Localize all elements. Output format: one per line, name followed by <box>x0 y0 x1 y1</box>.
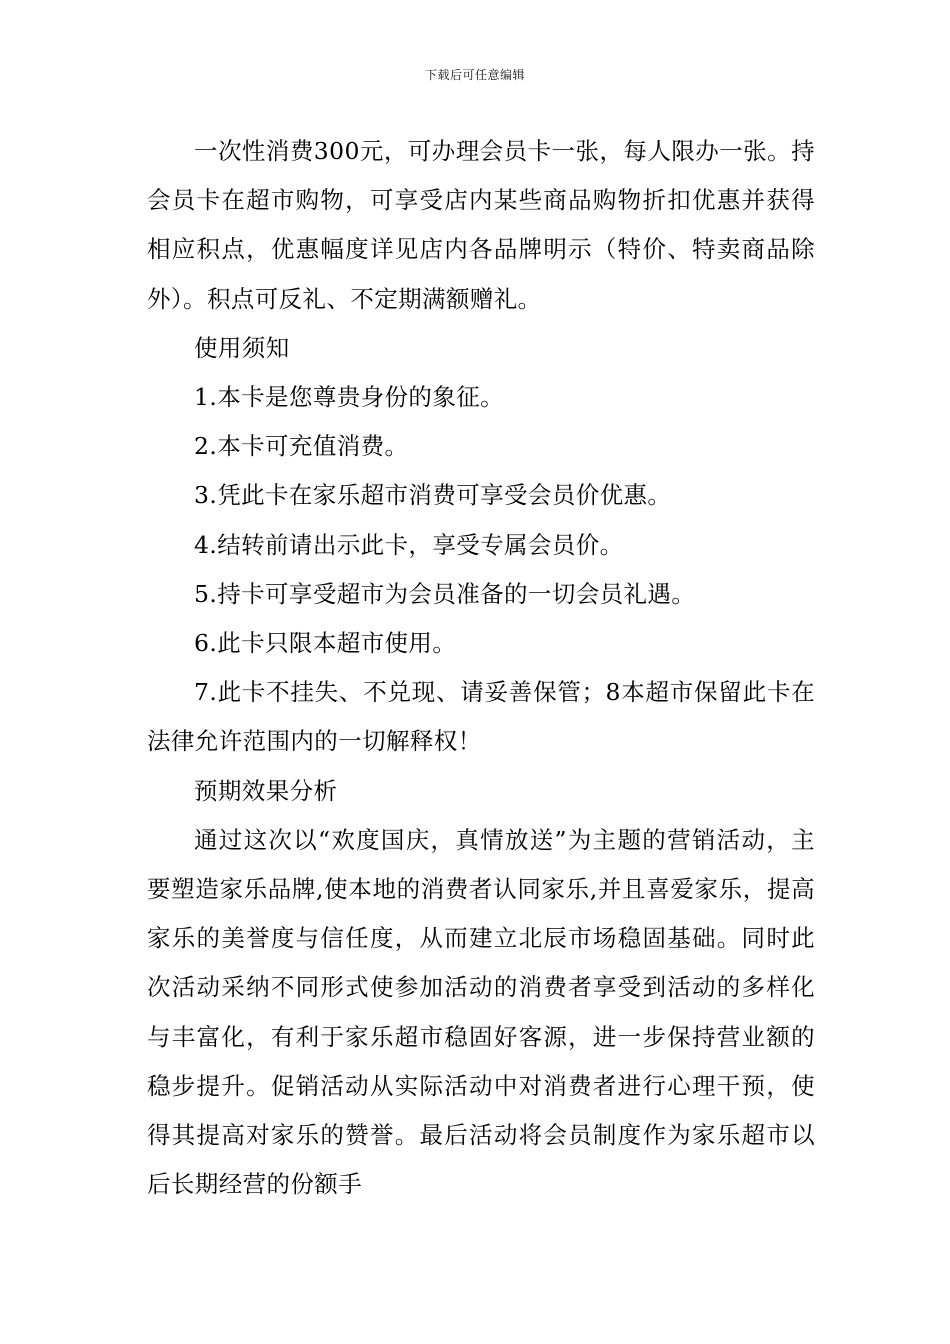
list-item: 7.此卡不挂失、不兑现、请妥善保管；8本超市保留此卡在法律允许范围内的一切解释权！ <box>147 678 815 756</box>
list-item: 5.持卡可享受超市为会员准备的一切会员礼遇。 <box>194 579 696 608</box>
list-item: 6.此卡只限本超市使用。 <box>194 629 457 658</box>
list-item: 4.结转前请出示此卡，享受专属会员价。 <box>194 530 624 559</box>
list-item: 1.本卡是您尊贵身份的象征。 <box>194 383 505 412</box>
paragraph-membership-intro: 一次性消费300元，可办理会员卡一张，每人限办一张。持会员卡在超市购物，可享受店内某些商品购物折扣优惠并获得相应积点，优惠幅度详见店内各品牌明示（特价、特卖商品除外）。积点可反礼、不定期满额赠礼。 <box>147 137 815 313</box>
page-header: 下载后可任意编辑 <box>424 68 525 82</box>
list-item: 3.凭此卡在家乐超市消费可享受会员价优惠。 <box>194 481 672 510</box>
heading-expected-effect: 预期效果分析 <box>194 776 338 805</box>
paragraph-effect-analysis: 通过这次以“欢度国庆，真情放送”为主题的营销活动，主要塑造家乐品牌,使本地的消费者认同家乐,并且喜爱家乐，提高家乐的美誉度与信任度，从而建立北辰市场稳固基础。同时此次活动采纳不同形式使参加活动的消费者享受到活动的多样化与丰富化，有利于家乐超市稳固好客源，进一步保持营业额的稳步提升。促销活动从实际活动中对消费者进行心理干预，使得其提高对家乐的赞誉。最后活动将会员制度作为家乐超市以后长期经营的份额手 <box>147 825 815 1199</box>
heading-usage-notes: 使用须知 <box>194 333 290 362</box>
list-item: 2.本卡可充值消费。 <box>194 432 409 461</box>
document-body <box>147 127 815 1209</box>
